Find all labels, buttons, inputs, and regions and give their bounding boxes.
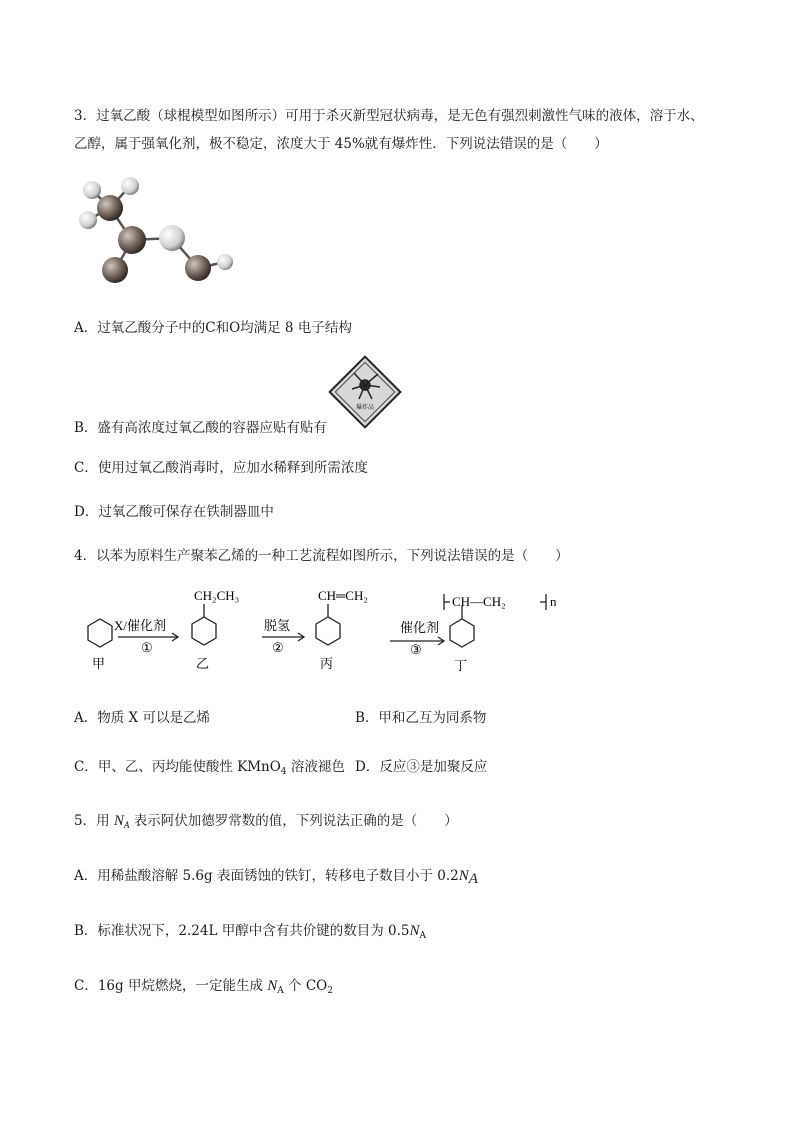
benzene-ring-jia <box>88 619 112 647</box>
q3-option-c: C．使用过氧乙酸消毒时，应加水稀释到所需浓度 <box>74 460 368 476</box>
explosive-hazard-label-icon <box>326 353 404 431</box>
hydrogen-atom <box>217 254 233 270</box>
carbon-atom <box>97 195 123 221</box>
oxygen-atom <box>102 257 128 283</box>
q4-option-c: C．甲、乙、丙均能使酸性 KMnO$_4$ 溶液褪色 <box>74 759 345 777</box>
q4-stem: 4．以苯为原料生产聚苯乙烯的一种工艺流程如图所示，下列说法错误的是（ ） <box>74 548 569 564</box>
step-2: ② <box>272 640 284 655</box>
q3-option-d: D．过氧乙酸可保存在铁制器皿中 <box>74 504 274 520</box>
oxygen-atom <box>159 225 185 251</box>
hydrogen-atom <box>83 181 101 199</box>
benzene-ring-ding <box>450 619 474 647</box>
q4-option-a: A．物质 X 可以是乙烯 <box>74 710 210 726</box>
label-bing: 丙 <box>320 656 334 671</box>
hydrogen-atom <box>121 177 139 195</box>
ding-n: n <box>550 594 557 609</box>
q4-option-d: D．反应③是加聚反应 <box>355 759 488 775</box>
bing-substituent: CH═CH₂ <box>318 588 368 603</box>
oxygen-atom <box>185 255 211 281</box>
benzene-ring-yi <box>192 617 216 645</box>
q5-option-c: C．16g 甲烷燃烧，一定能生成 $N_A$ 个 $CO_2$ <box>74 978 333 996</box>
q5-option-a: A．用稀盐酸溶解 5.6g 表面锈蚀的铁钉，转移电子数目小于 0.2NA <box>74 868 478 887</box>
reagent-3: 催化剂 <box>400 620 440 635</box>
reagent-1: X/催化剂 <box>114 618 167 633</box>
q3-stem-line2: 乙醇，属于强氧化剂，极不稳定，浓度大于 45%就有爆炸性．下列说法错误的是（ ） <box>74 136 608 152</box>
ding-substituent: CH—CH₂ <box>452 594 506 609</box>
reaction-scheme <box>70 588 570 688</box>
ball-and-stick-model <box>70 170 250 290</box>
step-3: ③ <box>410 642 422 657</box>
step-1: ① <box>141 640 153 655</box>
hydrogen-atom <box>79 211 97 229</box>
q5-option-b: B．标准状况下，2.24L 甲醇中含有共价键的数目为 $0.5N_A$ <box>74 923 427 941</box>
q3-stem-line1: 3．过氧乙酸（球棍模型如图所示）可用于杀灭新型冠状病毒，是无色有强烈刺激性气味的液体，溶于水、 <box>74 108 704 124</box>
hazard-label-text: 爆炸品 <box>355 404 375 411</box>
yi-substituent: CH₂CH₃ <box>194 588 240 603</box>
q4-option-b: B．甲和乙互为同系物 <box>355 710 487 726</box>
q3-option-a: A．过氧乙酸分子中的C和O均满足 8 电子结构 <box>74 320 352 336</box>
carbon-atom <box>118 226 146 254</box>
q5-stem: 5．用 $N_A$ 表示阿伏加德罗常数的值，下列说法正确的是（ ） <box>74 813 458 830</box>
label-yi: 乙 <box>196 656 210 671</box>
label-jia: 甲 <box>92 656 106 671</box>
reagent-2: 脱氢 <box>264 618 291 633</box>
benzene-ring-bing <box>316 617 340 645</box>
q3-option-b: B．盛有高浓度过氧乙酸的容器应贴有贴有 <box>74 420 327 436</box>
label-ding: 丁 <box>454 658 468 673</box>
